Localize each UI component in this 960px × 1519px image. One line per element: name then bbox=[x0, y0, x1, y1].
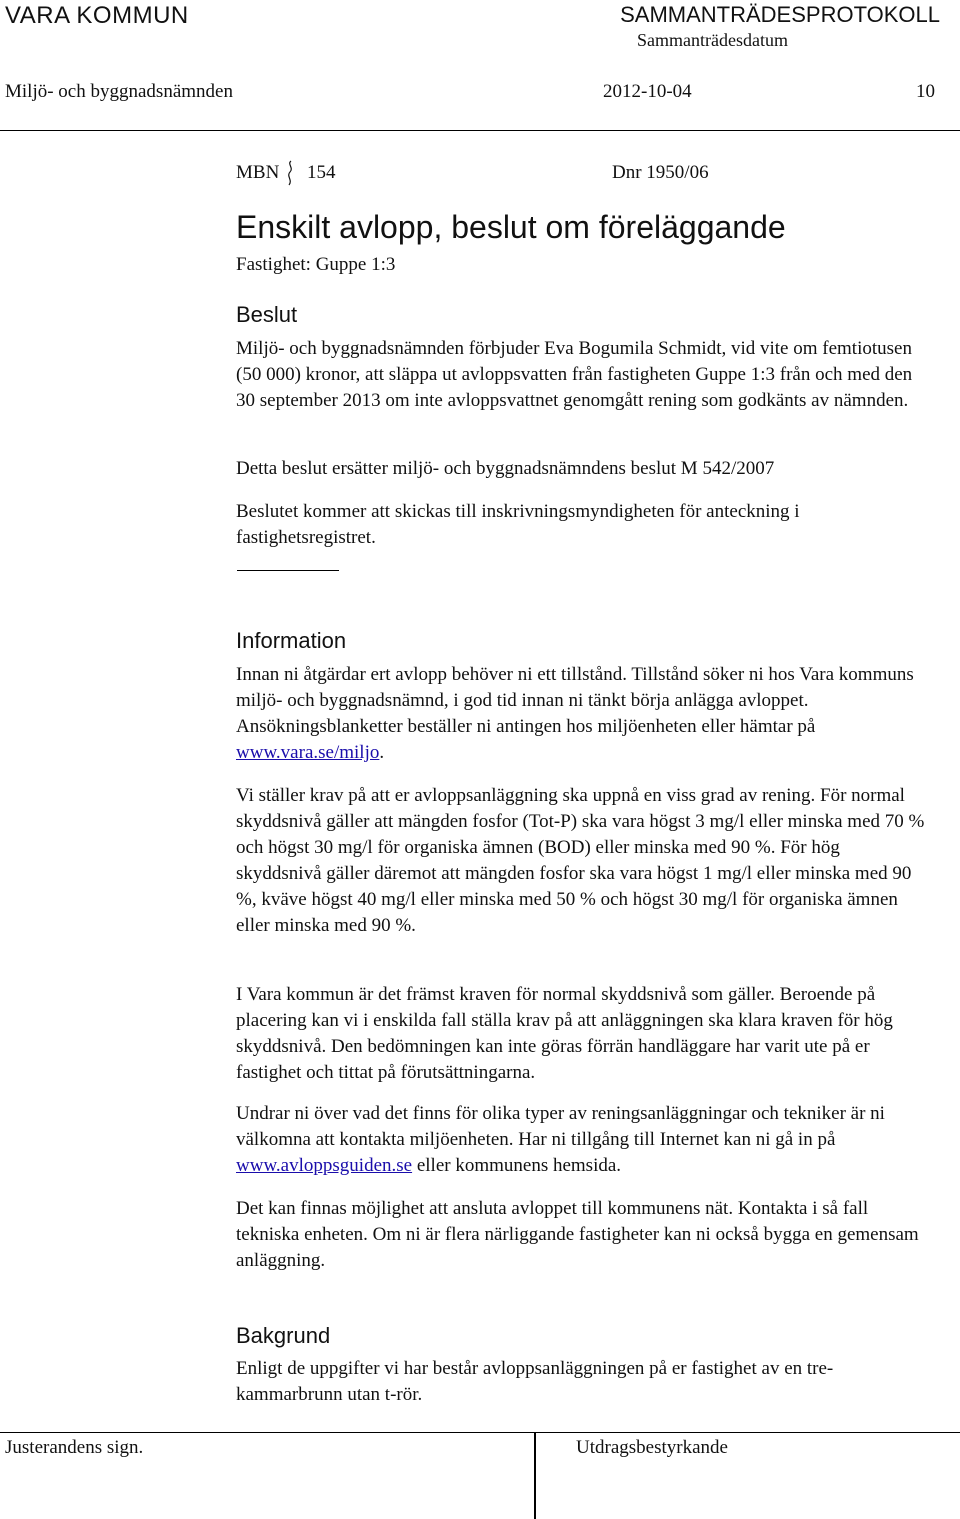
section-heading-beslut: Beslut bbox=[236, 302, 298, 327]
certification-label: Utdragsbestyrkande bbox=[576, 1437, 728, 1458]
beslut-paragraph-1: Miljö- och byggnadsnämnden förbjuder Eva Bogumila Schmidt, vid vite om femtiotusen (50 000) kronor, att släppa ut avloppsvatten från fastigheten Guppe 1:3 från och med den 30 september 2013 om inte avloppsvattnet genomgått rening som godkänts av nämnden. bbox=[236, 338, 913, 411]
section-heading-information: Information bbox=[236, 628, 347, 653]
info-p4-tail: eller kommunens hemsida. bbox=[412, 1155, 622, 1176]
page-number: 10 bbox=[916, 81, 935, 102]
avloppsguiden-link[interactable]: www.avloppsguiden.se bbox=[236, 1155, 413, 1176]
case-prefix: MBN bbox=[236, 162, 280, 183]
information-paragraph-2: Vi ställer krav på att er avloppsanläggning ska uppnå en viss grad av rening. För normal skyddsnivå gäller att mängden fosfor (Tot-P) ska vara högst 3 mg/l eller minska med 70 % och högst 30 mg/l för organiska ämnen (BOD) eller minska med 90 %. För hög skyddsnivå gäller däremot att mängden fosfor ska vara högst 1 mg/l eller minska med 90 %, kväve högst 40 mg/l eller minska med 50 % och högst 30 mg/l för organiska ämnen eller minska med 90 %. bbox=[236, 785, 925, 936]
section-heading-bakgrund: Bakgrund bbox=[236, 1323, 331, 1348]
information-paragraph-5: Det kan finnas möjlighet att ansluta avloppet till kommunens nät. Kontakta i så fall tekniska enheten. Om ni är flera närliggande fastigheter kan ni också bygga en gemensam anläggning. bbox=[236, 1198, 919, 1271]
footer-divider bbox=[534, 1432, 536, 1519]
beslut-paragraph-3: Beslutet kommer att skickas till inskrivningsmyndigheten för anteckning i fastighetsregistret. bbox=[236, 501, 800, 548]
information-paragraph-3: I Vara kommun är det främst kraven för normal skyddsnivå som gäller. Beroende på placering kan vi i enskilda fall ställa krav på att anläggningen ska klara kraven för hög skyddsnivå. Den bedömningen kan inte göras förrän handläggare har varit ute på er fastighet och tittat på förutsättningarna. bbox=[236, 984, 893, 1083]
separator-line bbox=[237, 570, 339, 571]
info-p4-text: Undrar ni över vad det finns för olika typer av reningsanläggningar och tekniker är ni välkomna att kontakta miljöenheten. Har ni tillgång till Internet kan ni gå in på bbox=[236, 1103, 885, 1150]
info-p1-tail: . bbox=[379, 742, 385, 763]
meeting-date-label: Sammanträdesdatum bbox=[637, 30, 788, 50]
information-paragraph-1 bbox=[236, 662, 930, 766]
beslut-paragraph-2: Detta beslut ersätter miljö- och byggnadsnämndens beslut M 542/2007 bbox=[236, 458, 775, 479]
committee-name: Miljö- och byggnadsnämnden bbox=[5, 81, 233, 102]
case-number: 154 bbox=[307, 162, 336, 183]
footer-rule bbox=[0, 1432, 960, 1433]
diary-number: Dnr 1950/06 bbox=[612, 162, 709, 183]
info-p1-text: Innan ni åtgärdar ert avlopp behöver ni ett tillstånd. Tillstånd söker ni hos Vara kommuns miljö- och byggnadsnämnd, i god tid innan ni tänkt börja anlägga avloppet. Ansökningsblanketter beställer ni antingen hos miljöenheten eller hämtar på bbox=[236, 664, 914, 737]
information-paragraph-4 bbox=[236, 1101, 930, 1179]
bakgrund-paragraph-1: Enligt de uppgifter vi har består avloppsanläggningen på er fastighet av en tre-kammarbrunn utan t-rör. bbox=[236, 1358, 834, 1405]
miljo-link[interactable]: www.vara.se/miljo bbox=[236, 742, 380, 763]
signature-label: Justerandens sign. bbox=[5, 1437, 144, 1458]
section-mark-icon bbox=[285, 160, 295, 186]
page-title: Enskilt avlopp, beslut om föreläggande bbox=[236, 209, 786, 245]
document-type: SAMMANTRÄDESPROTOKOLL bbox=[620, 2, 940, 27]
beslut-section bbox=[236, 336, 930, 414]
property-label: Fastighet: Guppe 1:3 bbox=[236, 254, 396, 275]
meeting-date: 2012-10-04 bbox=[603, 81, 692, 102]
header-rule bbox=[0, 130, 960, 131]
municipality-name: VARA KOMMUN bbox=[5, 2, 189, 29]
